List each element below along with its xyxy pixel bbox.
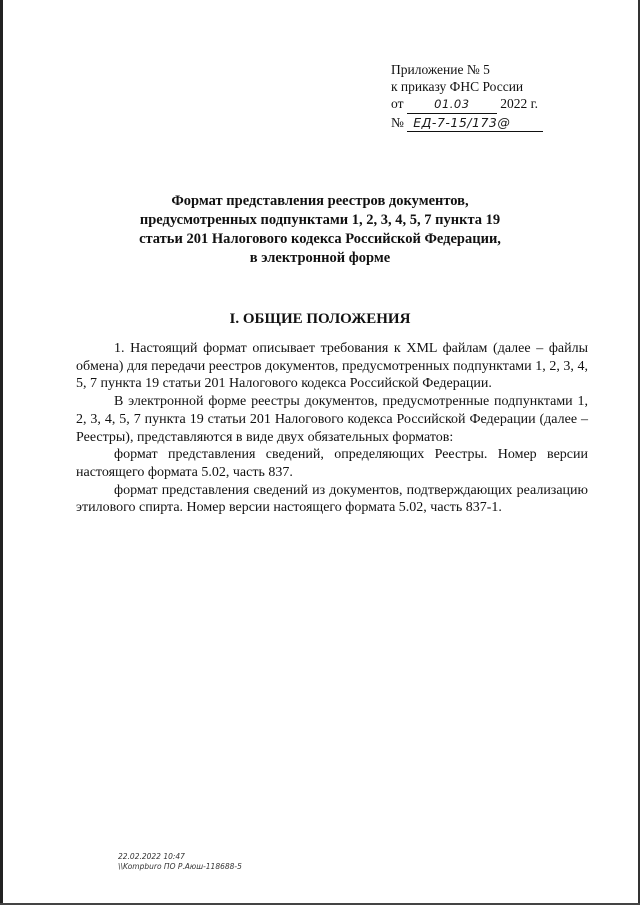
handwritten-number: ЕД-7-15/173@ — [407, 114, 543, 132]
appendix-block — [391, 61, 591, 132]
handwritten-date: 01.03 — [407, 96, 497, 114]
appendix-number-line — [391, 114, 591, 132]
number-prefix: № — [391, 115, 404, 130]
section-heading: I. ОБЩИЕ ПОЛОЖЕНИЯ — [229, 311, 411, 327]
document-title — [120, 192, 520, 268]
print-stamp — [118, 852, 242, 872]
title-line-3: статьи 201 Налогового кодекса Российской Федерации, — [139, 231, 501, 247]
title-line-4: в электронной форме — [249, 250, 391, 266]
scan-edge-left — [0, 0, 3, 905]
paragraph-1: 1. Настоящий формат описывает требования к XML файлам (далее – файлы обмена) для передачи реестров документов, предусмотренных подпунктами 1, 2, 3, 4, 5, 7 пункта 19 статьи 201 Налогового кодекса Российской Федерации. — [76, 341, 588, 392]
appendix-line-1: Приложение № 5 — [391, 62, 490, 77]
date-prefix: от — [391, 96, 404, 111]
date-suffix: 2022 г. — [500, 96, 538, 111]
appendix-date-line — [391, 95, 591, 114]
appendix-line-2: к приказу ФНС России — [391, 79, 524, 94]
paragraph-4: формат представления сведений из документов, подтверждающих реализацию этилового спирта. Номер версии настоящего формата 5.02, часть 837-1. — [76, 482, 588, 516]
stamp-line-1: 22.02.2022 10:47 — [118, 852, 185, 861]
title-line-1: Формат представления реестров документов, — [171, 193, 469, 209]
paragraph-2: В электронной форме реестры документов, предусмотренные подпунктами 1, 2, 3, 4, 5, 7 пункта 19 статьи 201 Налогового кодекса Российской Федерации (далее – Реестры), представляются в виде двух обязательных форматов: — [76, 394, 588, 445]
body-text — [76, 340, 588, 517]
title-line-2: предусмотренных подпунктами 1, 2, 3, 4, 5, 7 пункта 19 — [139, 212, 501, 228]
paragraph-3: формат представления сведений, определяющих Реестры. Номер версии настоящего формата 5.02, часть 837. — [76, 447, 588, 480]
stamp-line-2: \\Kompburo ПО Р.Аюш-118688-5 — [118, 862, 242, 871]
